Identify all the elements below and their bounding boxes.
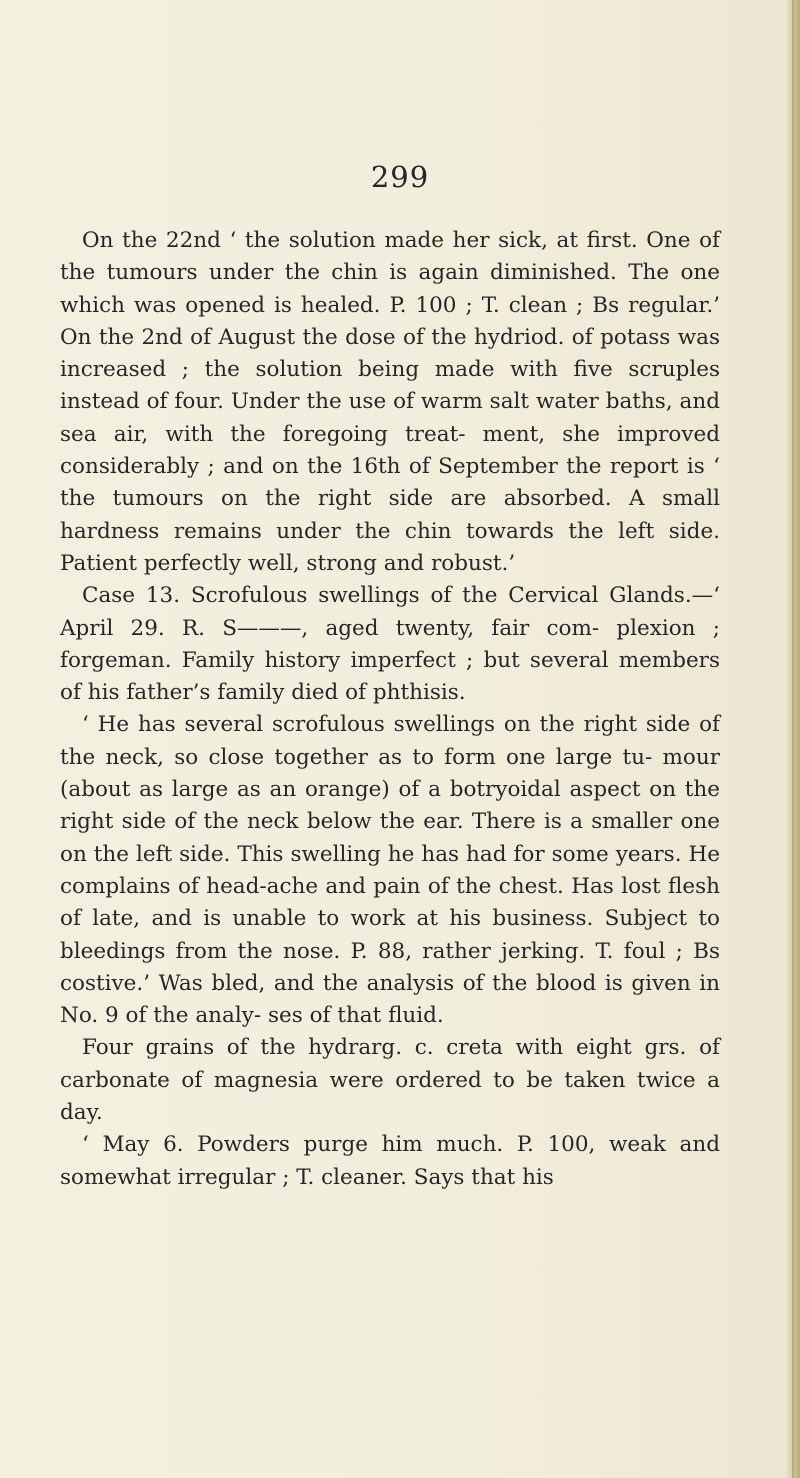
page-edge-shadow	[792, 0, 794, 1478]
paragraph-1: On the 22nd ‘ the solution made her sick, at first. One of the tumours under the chin is again diminished. The one which was opened is healed. P. 100 ; T. clean ; Bs regular.’ On the 2nd of August the dose of the hydriod. of potass was increased ; the solution being made with five scruples instead of four. Under the use of warm salt water baths, and sea air, with the foregoing treat- ment, she improved considerably ; and on the 16th of September the report is ‘ the tumours on the right side are absorbed. A small hardness remains under the chin towards the left side. Patient perfectly well, strong and robust.’	[60, 228, 720, 576]
paragraph-3: ‘ He has several scrofulous swellings on the right side of the neck, so close together as to form one large tu- mour (about as large as an orange) of a botryoidal aspect on the right side of the neck below the ear. There is a smaller one on the left side. This swelling he has had for some years. He complains of head-ache and pain of the chest. Has lost flesh of late, and is unable to work at his business. Subject to bleedings from the nose. P. 88, rather jerking. T. foul ; Bs costive.’ Was bled, and the analysis of the blood is given in No. 9 of the analy- ses of that fluid.	[60, 712, 720, 1029]
page-number: 299	[370, 160, 430, 194]
body-text	[60, 225, 720, 1194]
paragraph-5: ‘ May 6. Powders purge him much. P. 100, weak and somewhat irregular ; T. cleaner. Says that his	[60, 1132, 720, 1190]
paragraph-2-case-heading: Case 13. Scrofulous swellings of the Cervical Glands.—‘ April 29. R. S———, aged twenty, fair com- plexion ; forgeman. Family history imperfect ; but several members of his father’s family died of phthisis.	[60, 583, 720, 706]
paragraph-4: Four grains of the hydrarg. c. creta with eight grs. of carbonate of magnesia were ordered to be taken twice a day.	[60, 1035, 720, 1126]
